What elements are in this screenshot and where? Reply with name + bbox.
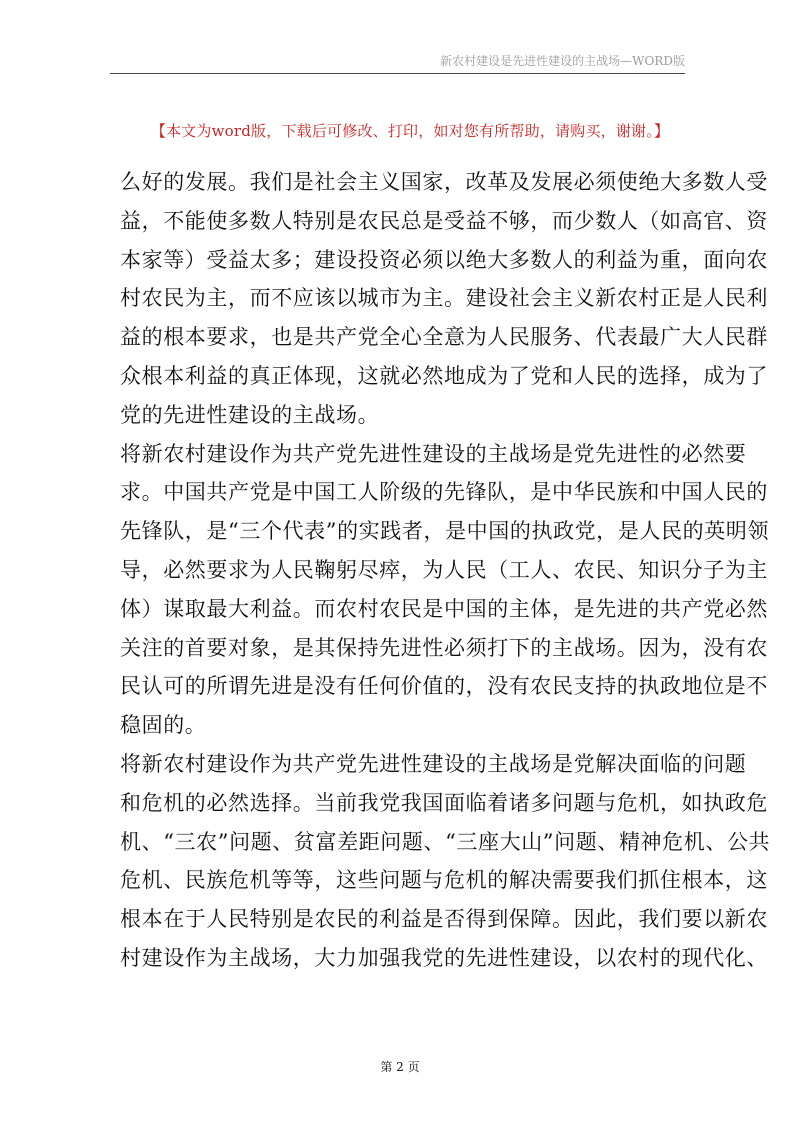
body-line: 村建设作为主战场，大力加强我党的先进性建设，以农村的现代化、 — [120, 945, 768, 970]
body-line: 本家等）受益太多；建设投资必须以绝大多数人的利益为重，面向农 — [120, 247, 768, 272]
body-line: 将新农村建设作为共产党先进性建设的主战场是党解决面临的问题 — [120, 751, 747, 776]
body-line: 么好的发展。我们是社会主义国家，改革及发展必须使绝大多数人受 — [120, 170, 768, 194]
body-line: 将新农村建设作为共产党先进性建设的主战场是党先进性的必然要 — [120, 441, 747, 466]
page-number: 第 2 页 — [380, 1060, 420, 1074]
body-line: 民认可的所谓先进是没有任何价值的，没有农民支持的执政地位是不 — [120, 674, 768, 699]
body-line: 先锋队，是“三个代表”的实践者，是中国的执政党，是人民的英明领 — [120, 519, 770, 544]
body-line: 机、“三农”问题、贫富差距问题、“三座大山”问题、精神危机、公共 — [120, 829, 771, 854]
body-line: 根本在于人民特别是农民的利益是否得到保障。因此，我们要以新农 — [120, 907, 768, 932]
download-notice: 【本文为word版，下载后可修改、打印，如对您有所帮助，请购买，谢谢。】 — [150, 122, 670, 140]
running-header: 新农村建设是先进性建设的主战场—WORD版 — [440, 54, 685, 68]
body-line: 关注的首要对象，是其保持先进性必须打下的主战场。因为，没有农 — [120, 635, 768, 660]
body-line: 导，必然要求为人民鞠躬尽瘁，为人民（工人、农民、知识分子为主 — [120, 557, 768, 582]
body-line: 体）谋取最大利益。而农村农民是中国的主体，是先进的共产党必然 — [120, 596, 768, 621]
body-line: 益，不能使多数人特别是农民总是受益不够，而少数人（如高官、资 — [120, 208, 768, 233]
body-line: 求。中国共产党是中国工人阶级的先锋队，是中华民族和中国人民的 — [120, 480, 768, 505]
body-line: 益的根本要求，也是共产党全心全意为人民服务、代表最广大人民群 — [120, 325, 768, 350]
body-line: 众根本利益的真正体现，这就必然地成为了党和人民的选择，成为了 — [120, 363, 768, 388]
body-line: 党的先进性建设的主战场。 — [120, 402, 380, 427]
body-line: 危机、民族危机等等，这些问题与危机的解决需要我们抓住根本，这 — [120, 868, 768, 893]
document-body — [120, 163, 771, 978]
body-line: 稳固的。 — [120, 713, 207, 738]
body-line: 和危机的必然选择。当前我党我国面临着诸多问题与危机，如执政危 — [120, 790, 768, 815]
header-divider — [110, 73, 685, 74]
body-line: 村农民为主，而不应该以城市为主。建设社会主义新农村正是人民利 — [120, 286, 768, 311]
